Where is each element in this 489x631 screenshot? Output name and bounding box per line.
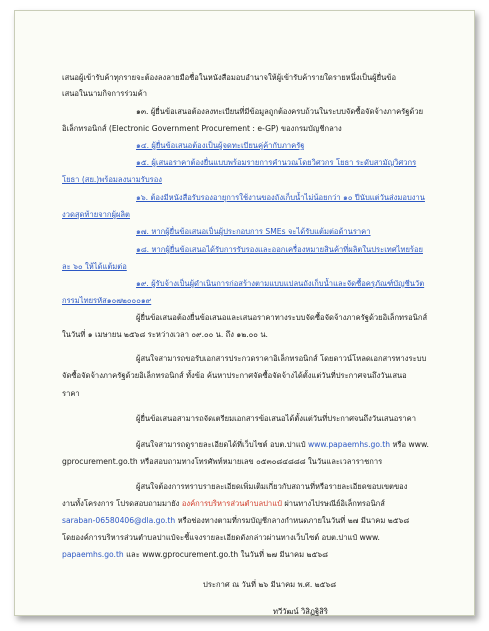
question-line-3 [62,516,409,525]
contact-text-1: ผู้สนใจสามารถดูรายละเอียดได้ที่เว็บไซต์ อบต.ปาแป๋ [136,440,308,449]
item-19-line-2: กรรมไทยรหัส๑๐๗๒๐๐๐๑๙ [62,296,152,305]
question-text-5: และ www.gprocurement.go.th ในวันที่ ๒๗ มีนาคม ๒๕๖๘ [123,550,328,559]
website-link[interactable]: www.papaemhs.go.th [307,440,391,449]
item-18-line-1: ๑๘. หากผู้ยื่นข้อเสนอได้รับการรับรองและออกเครื่องหมายสินค้าที่ผลิตในประเทศไทยร้อย [136,245,423,254]
download-line-2: จัดซื้อจัดจ้างภาครัฐด้วยอิเล็กทรอนิกส์ ทั้งข้อ ค้นหาประกาศจัดซื้อจัดจ้างได้ตั้งแต่วันที่ประกาศจนถึงวันเสนอ [62,371,407,380]
prepare-line: ผู้ยื่นข้อเสนอสามารถจัดเตรียมเอกสารข้อเสนอได้ตั้งแต่วันที่ประกาศจนถึงวันเสนอราคา [136,414,416,423]
question-line-2 [62,499,385,508]
submit-line-2: ในวันที่ ๑ เมษายน ๒๕๖๘ ระหว่างเวลา ๐๙.๐๐ น. ถึง ๑๒.๐๐ น. [62,330,268,339]
intro-line-2: เสนอในนามกิจการร่วมค้า [62,89,148,98]
question-text-3: หรือช่องทางตามที่กรมบัญชีกลางกำหนดภายในวันที่ ๒๗ มีนาคม ๒๕๖๘ [175,516,410,525]
item-17: ๑๗. หากผู้ยื่นข้อเสนอเป็นผู้ประกอบการ SMEs จะได้รับแต้มต่อด้านราคา [136,227,371,236]
item-18-line-2: ละ ๖๐ ให้ได้แต้มต่อ [62,262,127,271]
signature-name: ทวีวัฒน์ วิสิฏฐิสิริ [273,607,328,616]
contact-text-2: หรือ www. [390,440,429,449]
submit-line-1: ผู้ยื่นข้อเสนอต้องยื่นข้อเสนอและเสนอราคาทางระบบจัดซื้อจัดจ้างภาครัฐด้วยอิเล็กทรอนิกส์ [136,313,428,322]
item-19-line-1: ๑๙. ผู้รับจ้างเป็นผู้ดำเนินการก่อสร้างตามแบบแปลนถังเก็บน้ำและจัดซื้อครุภัณฑ์บัญชีนวัต [136,279,425,288]
item-13-line-2: อิเล็กทรอนิกส์ (Electronic Government Procurement : e-GP) ของกรมบัญชีกลาง [62,124,342,133]
question-line-5 [62,550,328,559]
question-text-2: ผ่านทางไปรษณีย์อิเล็กทรอนิกส์ [281,499,385,508]
organization-name: องค์การบริหารส่วนตำบลปาแป๋ [181,499,282,508]
question-line-4: โดยองค์การบริหารส่วนตำบลปาแป๋จะชี้แจงรายละเอียดดังกล่าวผ่านทางเว็บไซต์ อบต.ปาแป๋ www. [62,533,380,542]
item-16-line-2: งวดสุดท้ายจากผู้ผลิต [62,210,130,219]
item-13-line-1: ๑๓. ผู้ยื่นข้อเสนอต้องลงทะเบียนที่มีข้อมูลถูกต้องครบถ้วนในระบบจัดซื้อจัดจ้างภาครัฐด้วย [136,107,424,116]
announce-date: ประกาศ ณ วันที่ ๒๖ มีนาคม พ.ศ. ๒๕๖๘ [203,580,337,589]
website-link-2[interactable]: papaemhs.go.th [62,550,124,559]
contact-line-1 [136,440,429,449]
item-16-line-1: ๑๖. ต้องมีหนังสือรับรองอายุการใช้งานของถังเก็บน้ำไม่น้อยกว่า ๑๐ ปีนับแต่วันส่งมอบงาน [136,193,425,202]
document-page [14,10,475,616]
download-line-3: ราคา [62,389,80,398]
item-15-line-2: โยธา (สย.)พร้อมลงนามรับรอง [62,175,162,184]
item-14: ๑๔. ผู้ยื่นข้อเสนอต้องเป็นผู้จดทะเบียนคู่ค้ากับภาครัฐ [136,141,305,150]
intro-line-1: เสนอผู้เข้ารับค้าทุกรายจะต้องลงลายมือชื่อในหนังสือมอบอำนาจให้ผู้เข้ารับค้ารายใดรายหนึ่งเป็นผู้ยื่นข้อ [62,73,397,82]
email-link[interactable]: saraban-06580406@dla.go.th [62,516,176,525]
question-text-1: งานทั้งโครงการ โปรดสอบถามมายัง [62,499,182,508]
download-line-1: ผู้สนใจสามารถขอรับเอกสารประกวดราคาอิเล็กทรอนิกส์ โดยดาวน์โหลดเอกสารทางระบบ [136,354,427,363]
question-line-1: ผู้สนใจต้องการทราบรายละเอียดเพิ่มเติมเกี่ยวกับสถานที่หรือรายละเอียดขอบเขตของ [136,482,408,491]
contact-line-2: gprocurement.go.th หรือสอบถามทางโทรศัพท์หมายเลข ๐๕๓๐๘๔๘๘๘ ในวันและเวลาราชการ [62,457,383,466]
item-15-line-1: ๑๕. ผู้เสนอราคาต้องยื่นแบบพร้อมรายการคำนวณโดยวิศวกร โยธา ระดับสามัญวิศวกร [136,158,417,167]
